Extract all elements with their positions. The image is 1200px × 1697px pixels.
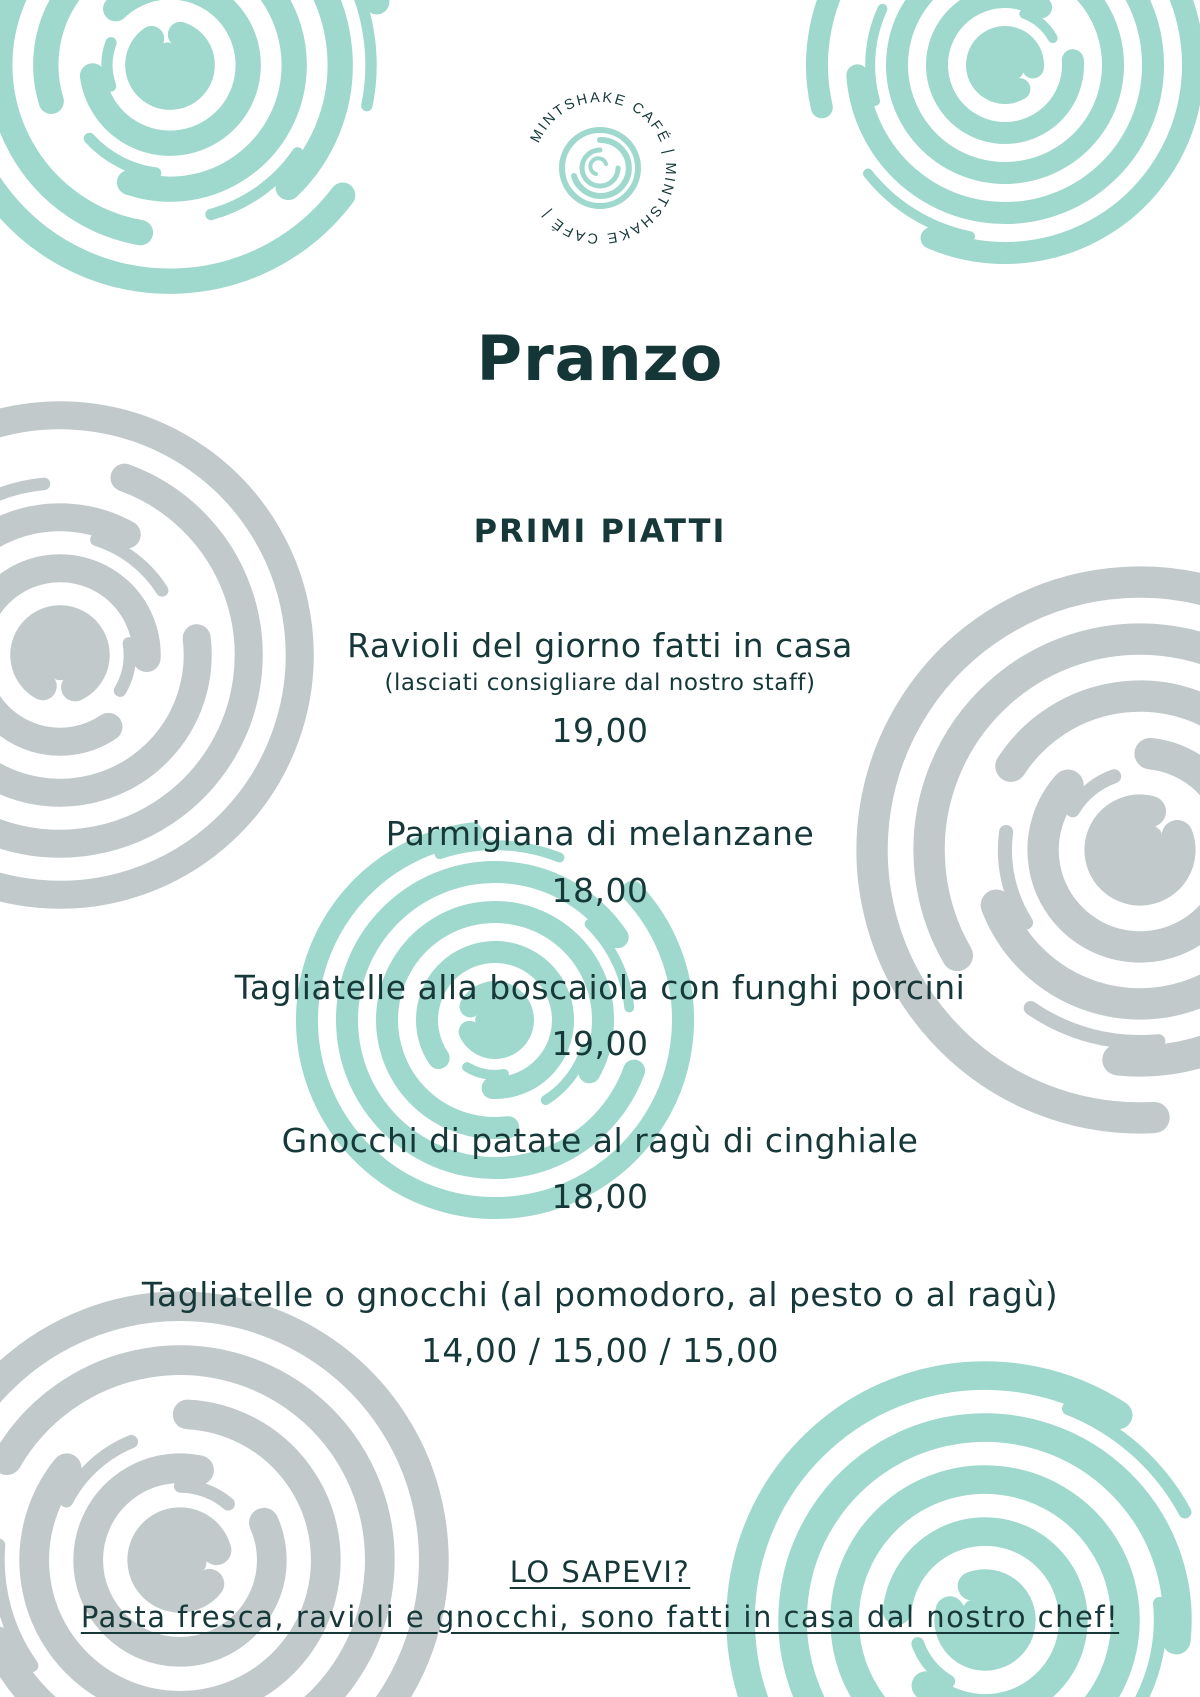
- cafe-logo: [520, 88, 680, 248]
- swirl-tail: [467, 1061, 504, 1080]
- mint-swirl-decoration: [795, 0, 1200, 275]
- menu-item-name: Parmigiana di melanzane: [385, 814, 815, 853]
- logo-ring-text: MINTSHAKE CAFÉ | MINTSHAKE CAFÉ |: [527, 89, 679, 247]
- mint-swirl-decoration: [0, 0, 410, 305]
- menu-item-note: (lasciati consigliare dal nostro staff): [384, 670, 816, 696]
- menu-item-name: Tagliatelle o gnocchi (al pomodoro, al pesto o al ragù): [141, 1275, 1059, 1314]
- swirl-tail: [103, 43, 118, 86]
- menu-item-price: 14,00 / 15,00 / 15,00: [420, 1331, 780, 1370]
- did-you-know-heading: LO SAPEVI?: [509, 1555, 691, 1589]
- menu-item-price: 19,00: [551, 711, 649, 750]
- menu-item-price: 18,00: [551, 1177, 649, 1216]
- menu-item-name: Gnocchi di patate al ragù di cinghiale: [281, 1121, 919, 1160]
- section-title: PRIMI PIATTI: [473, 512, 727, 550]
- did-you-know-text: Pasta fresca, ravioli e gnocchi, sono fatti in casa dal nostro chef!: [80, 1600, 1120, 1634]
- menu-item-name: Ravioli del giorno fatti in casa: [347, 626, 853, 665]
- mint-swirl-decoration: [715, 1350, 1200, 1697]
- spiral-icon: [562, 130, 638, 206]
- menu-item-price: 19,00: [551, 1024, 649, 1063]
- page-title: Pranzo: [476, 322, 724, 395]
- menu-item-name: Tagliatelle alla boscaiola con funghi porcini: [234, 968, 966, 1007]
- menu-item-price: 18,00: [551, 871, 649, 910]
